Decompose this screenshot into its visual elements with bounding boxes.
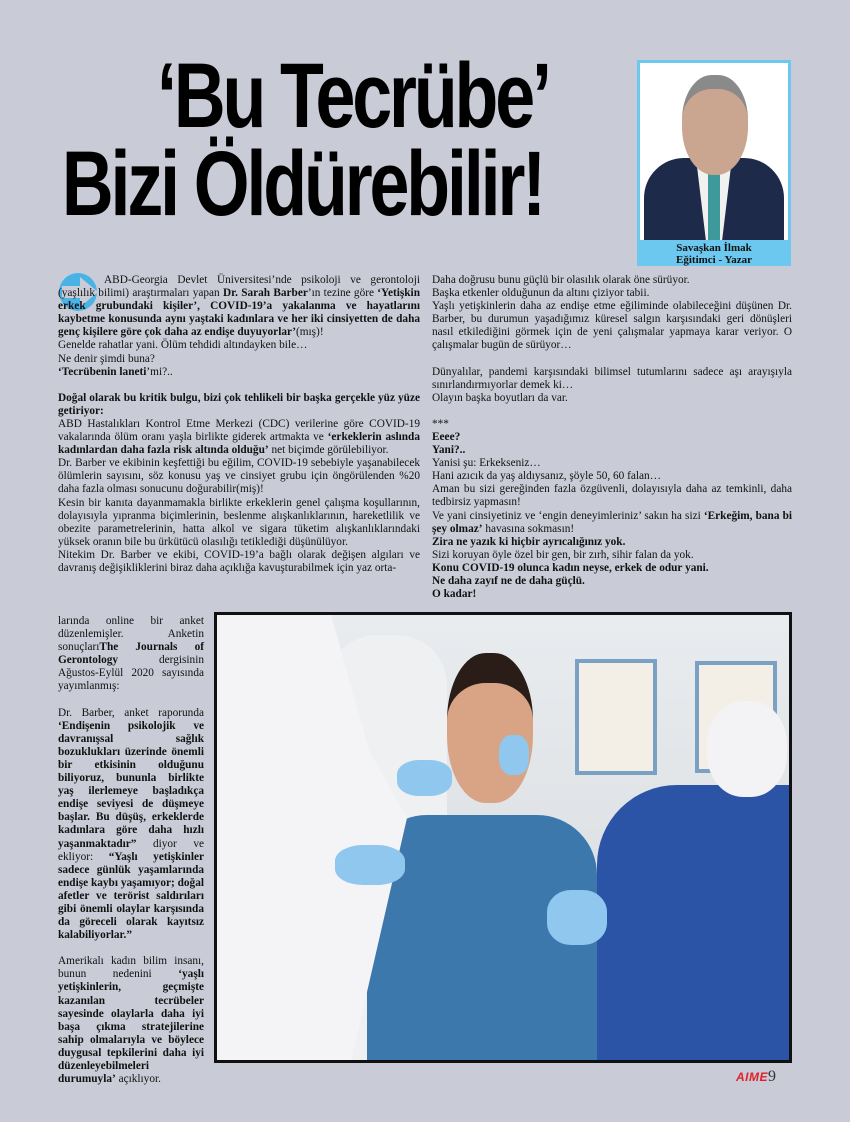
emphasis: The Journals of Gerontology (58, 641, 204, 667)
article-headline (40, 45, 549, 235)
emphasis: Yani?.. (432, 444, 466, 457)
article-photo (214, 612, 792, 1063)
emphasis: ‘Erkeğim, bana bi şey olmaz’ (432, 509, 792, 535)
paragraph: Aman bu sizi gereğinden fazla özgüvenli, dolayısıyla daha az temkinli, daha tedbirsiz yapmasın! (432, 483, 792, 509)
author-role: Eğitimci - Yazar (676, 254, 752, 266)
article-column-left-narrow (58, 615, 204, 1086)
paragraph-gap (58, 694, 204, 707)
paragraph: Sizi koruyan öyle özel bir gen, bir zırh, sihir falan da yok. (432, 548, 694, 561)
emphasis: ‘erkeklerin aslında kadınlardan daha fazla risk altında olduğu’ (58, 431, 420, 457)
emphasis: O kadar! (432, 588, 477, 601)
paragraph: Olayın başka boyutları da var. (432, 391, 568, 404)
paragraph: Nitekim Dr. Barber ve ekibi, COVID-19’a bağlı olarak değişen algıları ve davranış değişikliklerini biraz daha açıklığa kavuşturabilmek için yaz orta- (58, 548, 420, 574)
paragraph: Dünyalılar, pandemi karşısındaki bilimsel tutumlarını sadece aşı arayışıyla sınırlandırmıyorlar demek ki… (432, 365, 792, 391)
author-photo (640, 63, 788, 240)
headline-line-1: ‘Bu Tecrübe’ (157, 45, 549, 147)
paragraph: Dr. Barber ve ekibinin keşfettiği bu eğilim, COVID-19 sebebiyle yaşanabilecek ölümlerin sayısını, söz konusu yaş ve cinsiyet grubu için öngörülenden %20 daha fazla olması sonucunu doğurabilir(miş)! (58, 457, 420, 496)
paragraph: Amerikalı kadın bilim insanı, bunun nedenini ‘yaşlı yetişkinlerin, geçmişte kazanılan tecrübeler sayesinde olaylarla daha iyi başa çıkma stratejilerine sahip olmalarıyla ve böylece duygusal tepkilerini daha iyi düzenleyebilmeleri durumuyla’ açıklıyor. (58, 955, 204, 1086)
paragraph: Hani azıcık da yaş aldıysanız, şöyle 50, 60 falan… (432, 470, 662, 483)
paragraph: Daha doğrusu bunu güçlü bir olasılık olarak öne sürüyor. (432, 274, 690, 286)
emphasis: Doğal olarak bu kritik bulgu, bizi çok tehlikeli bir başka gerçekle yüz yüze getiriyor: (58, 391, 420, 417)
paragraph-gap (58, 379, 420, 392)
paragraph: Yanisi şu: Erkekseniz… (432, 457, 541, 470)
emphasis: ‘yaşlı yetişkinlerin, geçmişte kazanılan tecrübeler sayesinde olaylarla daha iyi başa çıkma stratejilerine sahip olmalarıyla ve böylece duygusal tepkilerini daha iyi düzenleyebilmeleri durumuyla’ (58, 968, 204, 1086)
paragraph: Ne denir şimdi buna? (58, 352, 155, 365)
page-number: 9 (768, 1068, 776, 1085)
paragraph-gap (432, 353, 792, 366)
paragraph (432, 588, 792, 601)
paragraph: Kesin bir kanıta dayanmamakla birlikte erkeklerin genel çalışma koşullarının, dolayısıyla yıpranma biçimlerinin, beslenme alışkanlıklarının, hareketlilik ve obezite parametrelerinin, hatta alkol ve sigara tüketim alışkanlıklarındaki yüksek oranın bile bu ürkütücü olasılığı tetiklediği düşünülüyor. (58, 496, 420, 548)
emphasis: ‘Yetişkin erkek grubundaki kişiler’, COVID-19’a yakalanma ve hayatlarını kaybetme konusunda aynı yaştaki kadınlara ve her iki cinsiyetten de daha genç kişilere göre çok daha az endişe duyuyorlar’ (58, 287, 420, 339)
page-footer (736, 1068, 776, 1086)
paragraph (432, 562, 792, 575)
paragraph (58, 392, 420, 418)
nurse (597, 785, 792, 1063)
emphasis: “Yaşlı yetişkinler sadece günlük yaşamlarında endişe kaybı yaşamıyor; doğal afetler ve terörist saldırıları gibi önemli olaylar karşısında da göreceli olarak kayıtsız kalabiliyorlar.” (58, 850, 204, 942)
emphasis: Konu COVID-19 olunca kadın neyse, erkek de odur yani. (432, 561, 709, 574)
paragraph (432, 536, 792, 549)
emphasis: Eeee? (432, 430, 461, 443)
article-column-left-top (58, 274, 420, 575)
emphasis: ‘Tecrübenin laneti (58, 365, 147, 378)
paragraph: larında online bir anket düzenlemişler. Anketin sonuçlarıThe Journals of Gerontology dergisinin Ağustos-Eylül 2020 sayısında yayımlanmış: (58, 615, 204, 693)
paragraph (432, 444, 792, 457)
emphasis: Zira ne yazık ki hiçbir ayrıcalığınız yok. (432, 535, 626, 548)
paragraph: ABD-Georgia Devlet Üniversitesi’nde psikoloji ve gerontoloji (yaşlılık bilimi) araştırmaları yapan Dr. Sarah Barber’ın tezine göre ‘Yetişkin erkek grubundaki kişiler’, COVID-19’a yakalanma ve hayatlarını kaybetme konusunda aynı yaştaki kadınlara ve her iki cinsiyetten de daha genç kişilere göre çok daha az endişe duyuyorlar’(mış)! (58, 274, 420, 339)
paragraph: Dr. Barber, anket raporunda ‘Endişenin psikolojik ve davranışsal sağlık bozuklukları üzerinde önemli bir etkisinin olduğunu biliyoruz, bununla birlikte yaş ilerlemeye başladıkça endişe seviyesi de düşmeye başlar. Bu düşüş, erkeklerde kadınlara göre daha hızlı yaşanmaktadır” diyor ve ekliyor: “Yaşlı yetişkinler sadece günlük yaşamlarında endişe kaybı yaşamıyor; doğal afetler ve terörist saldırıları gibi önemli olaylar karşısında da göreceli olarak kayıtsız kalabiliyorlar.” (58, 706, 204, 942)
paragraph: Genelde rahatlar yani. Ölüm tehdidi altındayken bile… (58, 339, 308, 352)
paragraph (432, 431, 792, 444)
ear-reflex-poster (575, 659, 657, 775)
paragraph: Başka etkenler olduğunun da altını çiziyor tabii. (432, 287, 650, 300)
paragraph: *** (432, 417, 449, 430)
emphasis: ‘Endişenin psikolojik ve davranışsal sağlık bozuklukları üzerinde önemli bir etkisinin olduğunu biliyoruz, bununla birlikte yaş ilerlemeye başladıkça endişe seviyesi de düşmeye başlar. Bu düşüş, erkeklerde kadınlara göre daha hızlı yaşanmaktadır” (58, 719, 204, 850)
emphasis: Dr. Sarah Barber (222, 287, 308, 300)
author-name: Savaşkan İlmak (676, 242, 752, 254)
paragraph: Ve yani cinsiyetiniz ve ‘engin deneyimleriniz’ sakın ha sizi ‘Erkeğim, bana bi şey olmaz’ havasına sokmasın! (432, 509, 792, 535)
paragraph: ‘Tecrübenin laneti’mi?.. (58, 365, 173, 378)
paragraph (432, 575, 792, 588)
article-column-right (432, 274, 792, 601)
paragraph: ABD Hastalıkları Kontrol Etme Merkezi (CDC) verilerine göre COVID-19 vakalarında ölüm oranı yaşla birlikte giderek artmakta ve ‘erkeklerin aslında kadınlardan daha fazla risk altında olduğu’ net biçimde görülebiliyor. (58, 417, 420, 457)
brand-logo: AIME (736, 1070, 768, 1084)
paragraph-gap (58, 942, 204, 955)
paragraph-gap (432, 405, 792, 418)
emphasis: Ne daha zayıf ne de daha güçlü. (432, 574, 585, 587)
headline-line-2: Bizi Öldürebilir! (61, 133, 544, 235)
paragraph: Yaşlı yetişkinlerin daha az endişe etme eğiliminde olabileceğini düşünen Dr. Barber, bu durumun yaşadığımız küresel salgın karşısındaki geri dönüşleri nasıl etkilediğini görmek için de yeni çalışmalar yapmaya karar veriyor. O çalışmalar bugün de sürüyor… (432, 300, 792, 352)
author-box (637, 60, 791, 266)
